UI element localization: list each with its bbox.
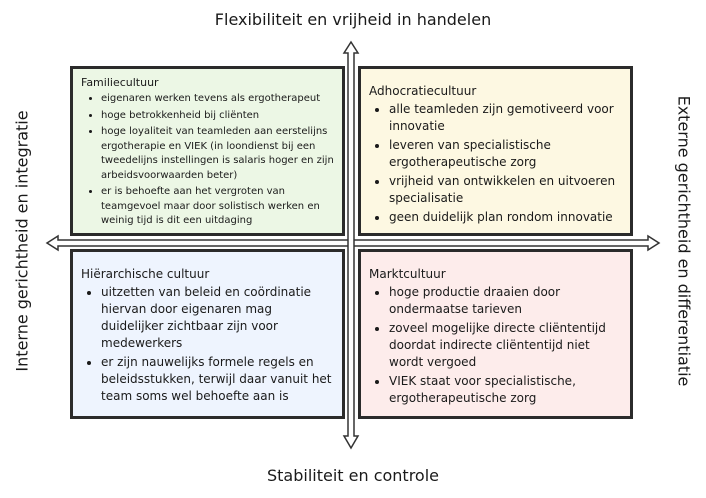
- list-item: • leveren van specialistische ergotherapeutische zorg: [389, 137, 622, 171]
- list-item: • eigenaren werken tevens als ergotherapeut: [101, 92, 334, 107]
- quadrant-title: Adhocratiecultuur: [369, 84, 477, 98]
- list-item: • er zijn nauwelijks formele regels en beleidsstukken, terwijl daar vanuit het team soms wel behoefte aan is: [101, 354, 334, 405]
- quadrant-marktcultuur: [358, 249, 633, 419]
- list-item: • hoge productie draaien door ondermaatse tarieven: [389, 284, 622, 318]
- list-item: • vrijheid van ontwikkelen en uitvoeren specialisatie: [389, 173, 622, 207]
- axis-label-bottom: Stabiliteit en controle: [266, 466, 440, 485]
- list-item: • er is behoefte aan het vergroten van teamgevoel maar door solistisch werken en weinig tijd is dit een uitdaging: [101, 185, 334, 229]
- quadrant-title: Marktcultuur: [369, 267, 446, 281]
- quadrant-list: [81, 92, 334, 229]
- axis-label-top: Flexibiliteit en vrijheid in handelen: [214, 10, 492, 29]
- list-item: • zoveel mogelijke directe cliëntentijd doordat indirecte cliëntentijd niet wordt vergoed: [389, 320, 622, 371]
- quadrant-hierarchische-cultuur: [70, 249, 345, 419]
- list-item: • hoge betrokkenheid bij cliënten: [101, 109, 334, 124]
- quadrant-list: [369, 284, 622, 407]
- list-item: • geen duidelijk plan rondom innovatie: [389, 209, 622, 226]
- list-item: • hoge loyaliteit van teamleden aan eerstelijns ergotherapie en VIEK (in loondienst bij een tweedelijns instellingen is salaris hoger en zijn arbeidsvoorwaarden beter): [101, 125, 334, 183]
- list-item: • VIEK staat voor specialistische, ergotherapeutische zorg: [389, 373, 622, 407]
- axis-label-left: Interne gerichtheid en integratie: [12, 110, 32, 372]
- list-item: • alle teamleden zijn gemotiveerd voor innovatie: [389, 101, 622, 135]
- list-item: • uitzetten van beleid en coördinatie hiervan door eigenaren mag duidelijker zichtbaar zijn voor medewerkers: [101, 284, 334, 352]
- quadrant-title: Hiërarchische cultuur: [81, 267, 210, 281]
- axis-label-right: Externe gerichtheid en differentiatie: [674, 95, 694, 387]
- quadrant-familiecultuur: [70, 66, 345, 236]
- quadrant-list: [369, 101, 622, 226]
- quadrant-list: [81, 284, 334, 405]
- quadrant-title: Familiecultuur: [81, 76, 159, 89]
- quadrant-adhocratiecultuur: [358, 66, 633, 236]
